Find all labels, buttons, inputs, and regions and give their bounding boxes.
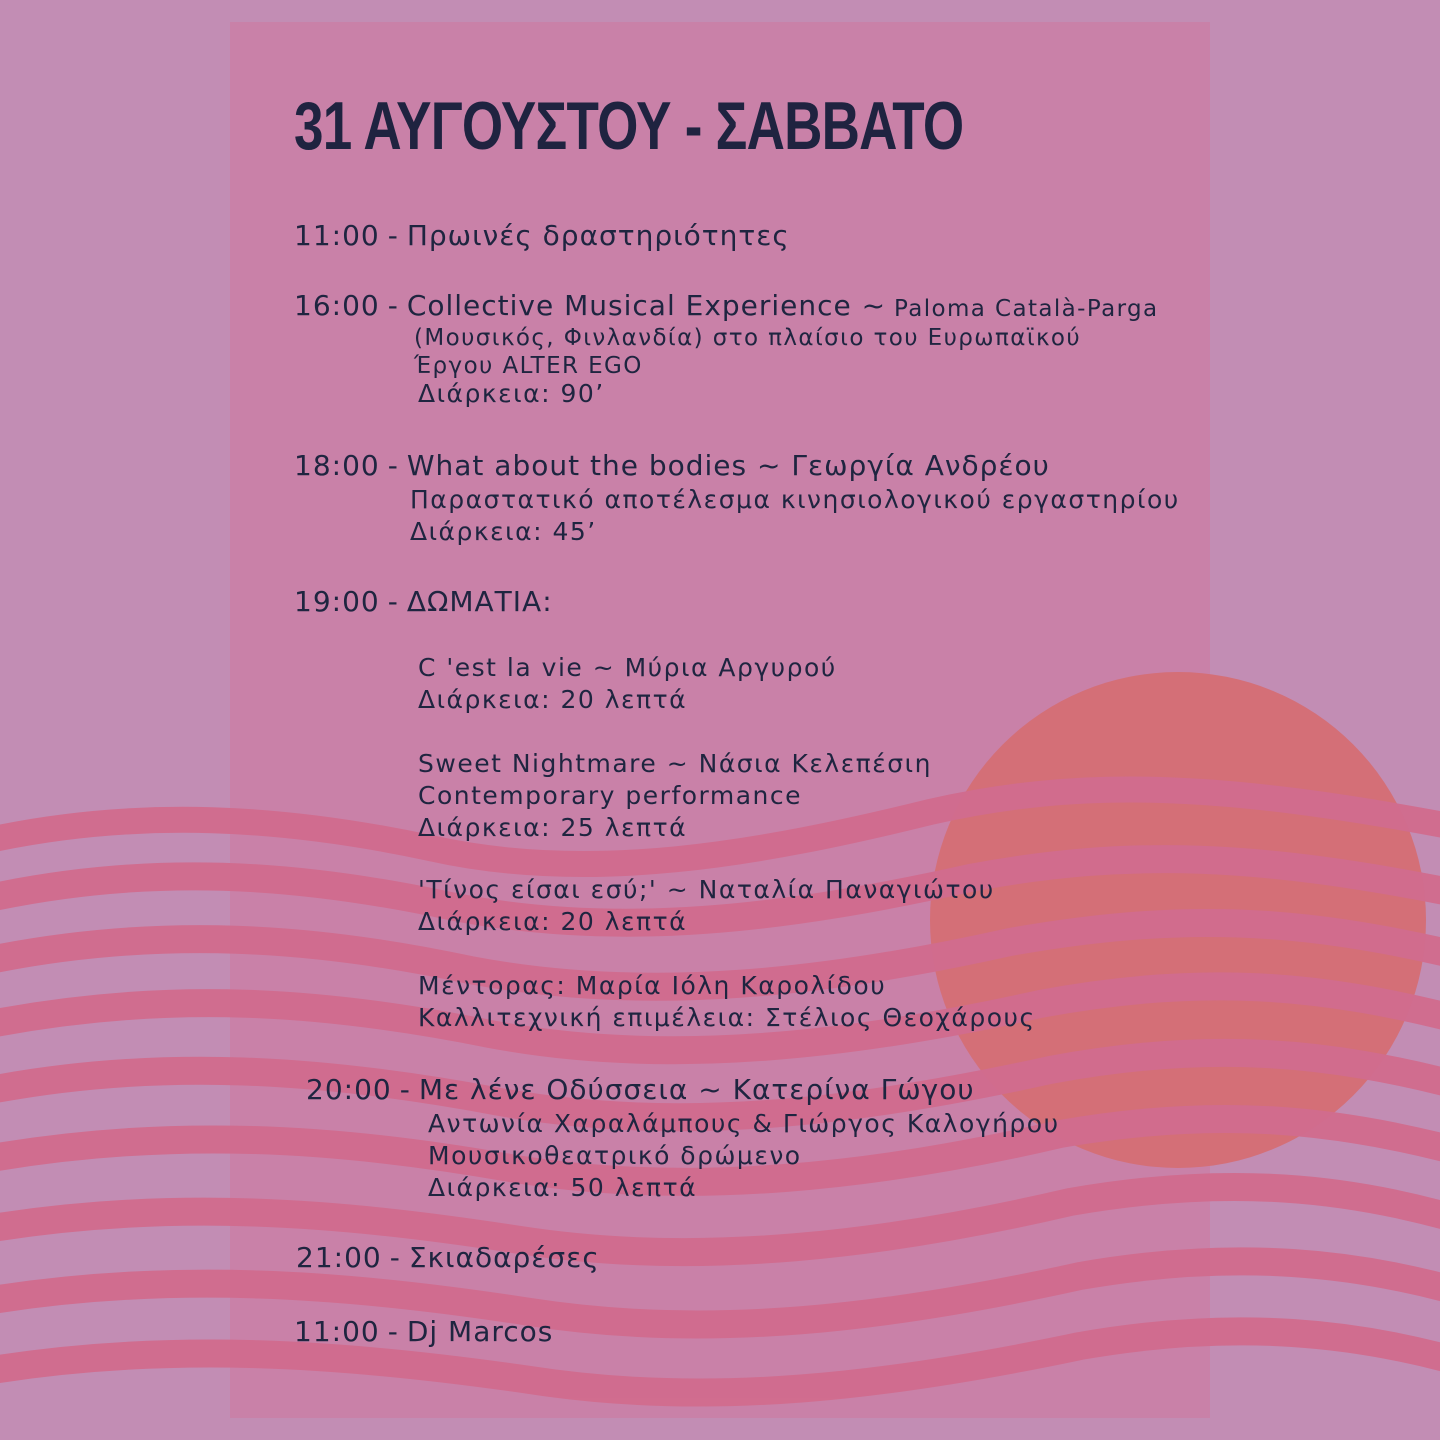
page-title: 31 ΑΥΓΟΥΣΤΟΥ - ΣΑΒΒΑΤΟ bbox=[294, 88, 964, 164]
entry-time-separator: - bbox=[387, 1315, 399, 1348]
entry-time bbox=[296, 1242, 600, 1274]
entry-time bbox=[294, 290, 886, 322]
entry-time bbox=[294, 220, 790, 252]
entry-text: Πρωινές δραστηριότητες bbox=[406, 219, 790, 252]
entry-time-value: 21:00 bbox=[296, 1241, 382, 1274]
entry-time-value: 18:00 bbox=[294, 449, 380, 482]
room-1-duration: Διάρκεια: 20 λεπτά bbox=[418, 685, 688, 714]
entry-description: Παραστατικό αποτέλεσμα κινησιολογικού εργαστηρίου bbox=[410, 485, 1180, 514]
entry-title: Collective Musical Experience ~ bbox=[406, 289, 887, 322]
entry-duration: Διάρκεια: 90’ bbox=[418, 379, 605, 408]
entry-time bbox=[294, 450, 1050, 482]
entry-text: Σκιαδαρέσες bbox=[408, 1241, 600, 1274]
entry-duration: Διάρκεια: 45’ bbox=[410, 517, 597, 546]
entry-time bbox=[294, 586, 553, 618]
mentor-credit: Μέντορας: Μαρία Ιόλη Καρολίδου bbox=[418, 971, 887, 1000]
entry-artist: Paloma Català-Parga bbox=[894, 296, 1159, 322]
curator-credit: Καλλιτεχνική επιμέλεια: Στέλιος Θεοχάρους bbox=[418, 1003, 1036, 1032]
entry-time-value: 19:00 bbox=[294, 585, 380, 618]
entry-time-separator: - bbox=[387, 289, 399, 322]
entry-time-separator: - bbox=[387, 585, 399, 618]
entry-time-separator: - bbox=[399, 1073, 411, 1106]
entry-time-value: 20:00 bbox=[306, 1073, 392, 1106]
entry-description: Μουσικοθεατρικό δρώμενο bbox=[428, 1141, 802, 1170]
room-3-duration: Διάρκεια: 20 λεπτά bbox=[418, 907, 688, 936]
entry-description: (Μουσικός, Φινλανδία) στο πλαίσιο του Ευρωπαϊκού bbox=[414, 325, 1082, 351]
room-3-title: 'Τίνος είσαι εσύ;' ~ Ναταλία Παναγιώτου bbox=[418, 875, 995, 904]
entry-time-separator: - bbox=[387, 449, 399, 482]
entry-time-value: 16:00 bbox=[294, 289, 380, 322]
entry-text: Dj Marcos bbox=[406, 1315, 554, 1348]
entry-time-value: 11:00 bbox=[294, 1315, 380, 1348]
entry-time-value: 11:00 bbox=[294, 219, 380, 252]
entry-time-separator: - bbox=[389, 1241, 401, 1274]
room-2-title: Sweet Nightmare ~ Νάσια Κελεπέσιη bbox=[418, 749, 932, 778]
entry-description: Έργου ALTER EGO bbox=[414, 353, 643, 379]
entry-title: Με λένε Οδύσσεια ~ Κατερίνα Γώγου bbox=[418, 1073, 975, 1106]
entry-time bbox=[306, 1074, 975, 1106]
entry-description: Αντωνία Χαραλάμπους & Γιώργος Καλογήρου bbox=[428, 1109, 1060, 1138]
entry-title: What about the bodies ~ Γεωργία Ανδρέου bbox=[406, 449, 1050, 482]
room-1-title: C 'est la vie ~ Μύρια Αργυρού bbox=[418, 653, 837, 682]
entry-time bbox=[294, 1316, 553, 1348]
entry-time-separator: - bbox=[387, 219, 399, 252]
room-2-description: Contemporary performance bbox=[418, 781, 803, 810]
entry-title: ΔΩΜΑΤΙΑ: bbox=[406, 585, 553, 618]
entry-duration: Διάρκεια: 50 λεπτά bbox=[428, 1173, 698, 1202]
room-2-duration: Διάρκεια: 25 λεπτά bbox=[418, 813, 688, 842]
